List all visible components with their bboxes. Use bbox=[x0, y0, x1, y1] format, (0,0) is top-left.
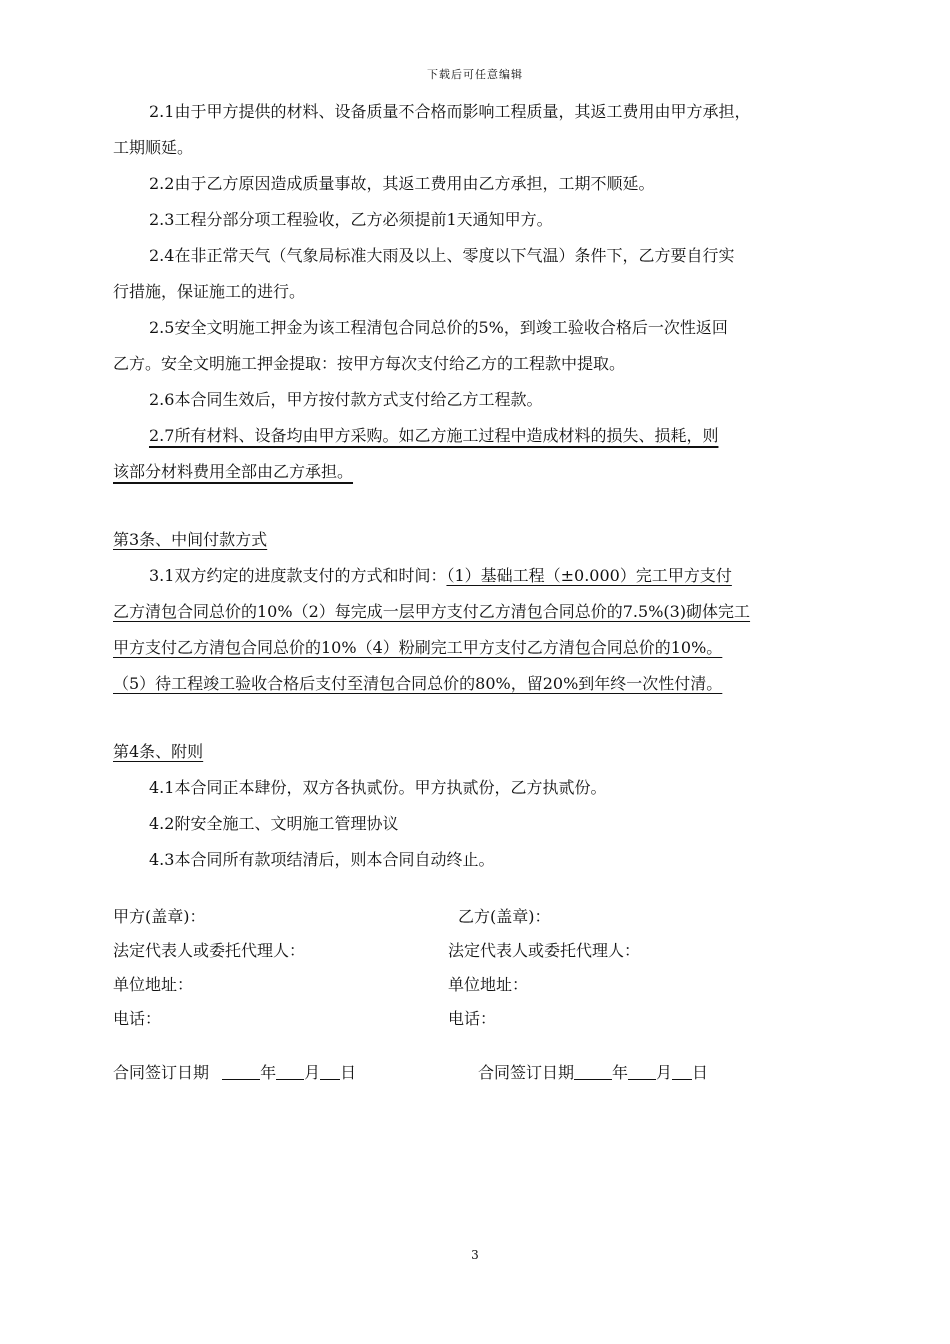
party-b-rep: 法定代表人或委托代理人： bbox=[448, 941, 641, 960]
clause-3-1-lead: 3.1双方约定的进度款支付的方式和时间： bbox=[149, 566, 447, 585]
day-blank bbox=[672, 1063, 692, 1080]
clause-2-7-cont bbox=[113, 454, 861, 490]
clause-2-2: 2.2由于乙方原因造成质量事故，其返工费用由乙方承担，工期不顺延。 bbox=[149, 174, 655, 193]
day-blank bbox=[320, 1063, 340, 1080]
contract-body bbox=[113, 94, 861, 1090]
clause-2-3: 2.3工程分部分项工程验收，乙方必须提前1天通知甲方。 bbox=[149, 210, 553, 229]
year-blank bbox=[574, 1063, 612, 1080]
year-label: 年 bbox=[612, 1063, 629, 1082]
party-a-seal: 甲方(盖章)： bbox=[113, 907, 206, 926]
year-blank bbox=[222, 1063, 260, 1080]
party-b-seal: 乙方(盖章)： bbox=[458, 907, 551, 926]
clause-2-4-cont: 行措施，保证施工的进行。 bbox=[113, 282, 306, 301]
page-header: 下载后可任意编辑 bbox=[427, 68, 523, 81]
party-a-phone: 电话： bbox=[113, 1009, 162, 1028]
clause-3-1 bbox=[113, 558, 861, 594]
page-number: 3 bbox=[471, 1248, 479, 1262]
party-a-address: 单位地址： bbox=[113, 975, 194, 994]
clause-2-4: 2.4在非正常天气（气象局标准大雨及以上、零度以下气温）条件下，乙方要自行实 bbox=[149, 246, 735, 265]
clause-3-1-line-3-text: 甲方支付乙方清包合同总价的10%（4）粉刷完工甲方支付乙方清包合同总价的10%。 bbox=[113, 638, 723, 657]
day-label: 日 bbox=[340, 1063, 357, 1082]
clause-3-1-line-3 bbox=[113, 630, 861, 666]
clause-2-1-cont: 工期顺延。 bbox=[113, 138, 194, 157]
party-b-signing-date bbox=[478, 1056, 708, 1090]
signature-rep-row bbox=[113, 934, 861, 968]
party-a-signing-date bbox=[113, 1056, 478, 1090]
section-4-title bbox=[113, 734, 861, 770]
signature-phone-row bbox=[113, 1002, 861, 1036]
section-4-title-text: 第4条、附则 bbox=[113, 742, 204, 761]
month-label: 月 bbox=[304, 1063, 321, 1082]
year-label: 年 bbox=[260, 1063, 277, 1082]
clause-2-5: 2.5安全文明施工押金为该工程清包合同总价的5%，到竣工验收合格后一次性返回 bbox=[149, 318, 728, 337]
clause-2-5-cont: 乙方。安全文明施工押金提取：按甲方每次支付给乙方的工程款中提取。 bbox=[113, 354, 626, 373]
clause-4-2: 4.2附安全施工、文明施工管理协议 bbox=[149, 814, 399, 833]
month-blank bbox=[628, 1063, 656, 1080]
clause-3-1-line-4 bbox=[113, 666, 861, 702]
signing-date-row bbox=[113, 1056, 861, 1090]
clause-3-1-line-4-text: （5）待工程竣工验收合格后支付至清包合同总价的80%，留20%到年终一次性付清。 bbox=[113, 674, 723, 693]
date-label: 合同签订日期 bbox=[113, 1063, 210, 1082]
date-label: 合同签订日期 bbox=[478, 1063, 575, 1082]
clause-2-7 bbox=[113, 418, 861, 454]
signature-address-row bbox=[113, 968, 861, 1002]
signature-party-row bbox=[113, 900, 861, 934]
clause-3-1-line-2-text: 乙方清包合同总价的10%（2）每完成一层甲方支付乙方清包合同总价的7.5%(3)砌体完工 bbox=[113, 602, 751, 621]
clause-2-6: 2.6本合同生效后，甲方按付款方式支付给乙方工程款。 bbox=[149, 390, 543, 409]
month-label: 月 bbox=[656, 1063, 673, 1082]
clause-3-1-item-1: （1）基础工程（±0.000）完工甲方支付 bbox=[446, 566, 732, 585]
month-blank bbox=[276, 1063, 304, 1080]
clause-2-7-text: 2.7所有材料、设备均由甲方采购。如乙方施工过程中造成材料的损失、损耗，则 bbox=[149, 426, 719, 445]
section-3-title-text: 第3条、中间付款方式 bbox=[113, 530, 268, 549]
party-b-phone: 电话： bbox=[448, 1009, 497, 1028]
clause-4-1: 4.1本合同正本肆份，双方各执贰份。甲方执贰份，乙方执贰份。 bbox=[149, 778, 607, 797]
clause-4-3: 4.3本合同所有款项结清后，则本合同自动终止。 bbox=[149, 850, 495, 869]
day-label: 日 bbox=[692, 1063, 709, 1082]
clause-2-1: 2.1由于甲方提供的材料、设备质量不合格而影响工程质量，其返工费用由甲方承担， bbox=[149, 102, 751, 121]
clause-3-1-line-2 bbox=[113, 594, 861, 630]
party-a-rep: 法定代表人或委托代理人： bbox=[113, 941, 306, 960]
section-3-title bbox=[113, 522, 861, 558]
party-b-address: 单位地址： bbox=[448, 975, 529, 994]
clause-2-7-cont-text: 该部分材料费用全部由乙方承担。 bbox=[113, 462, 354, 481]
